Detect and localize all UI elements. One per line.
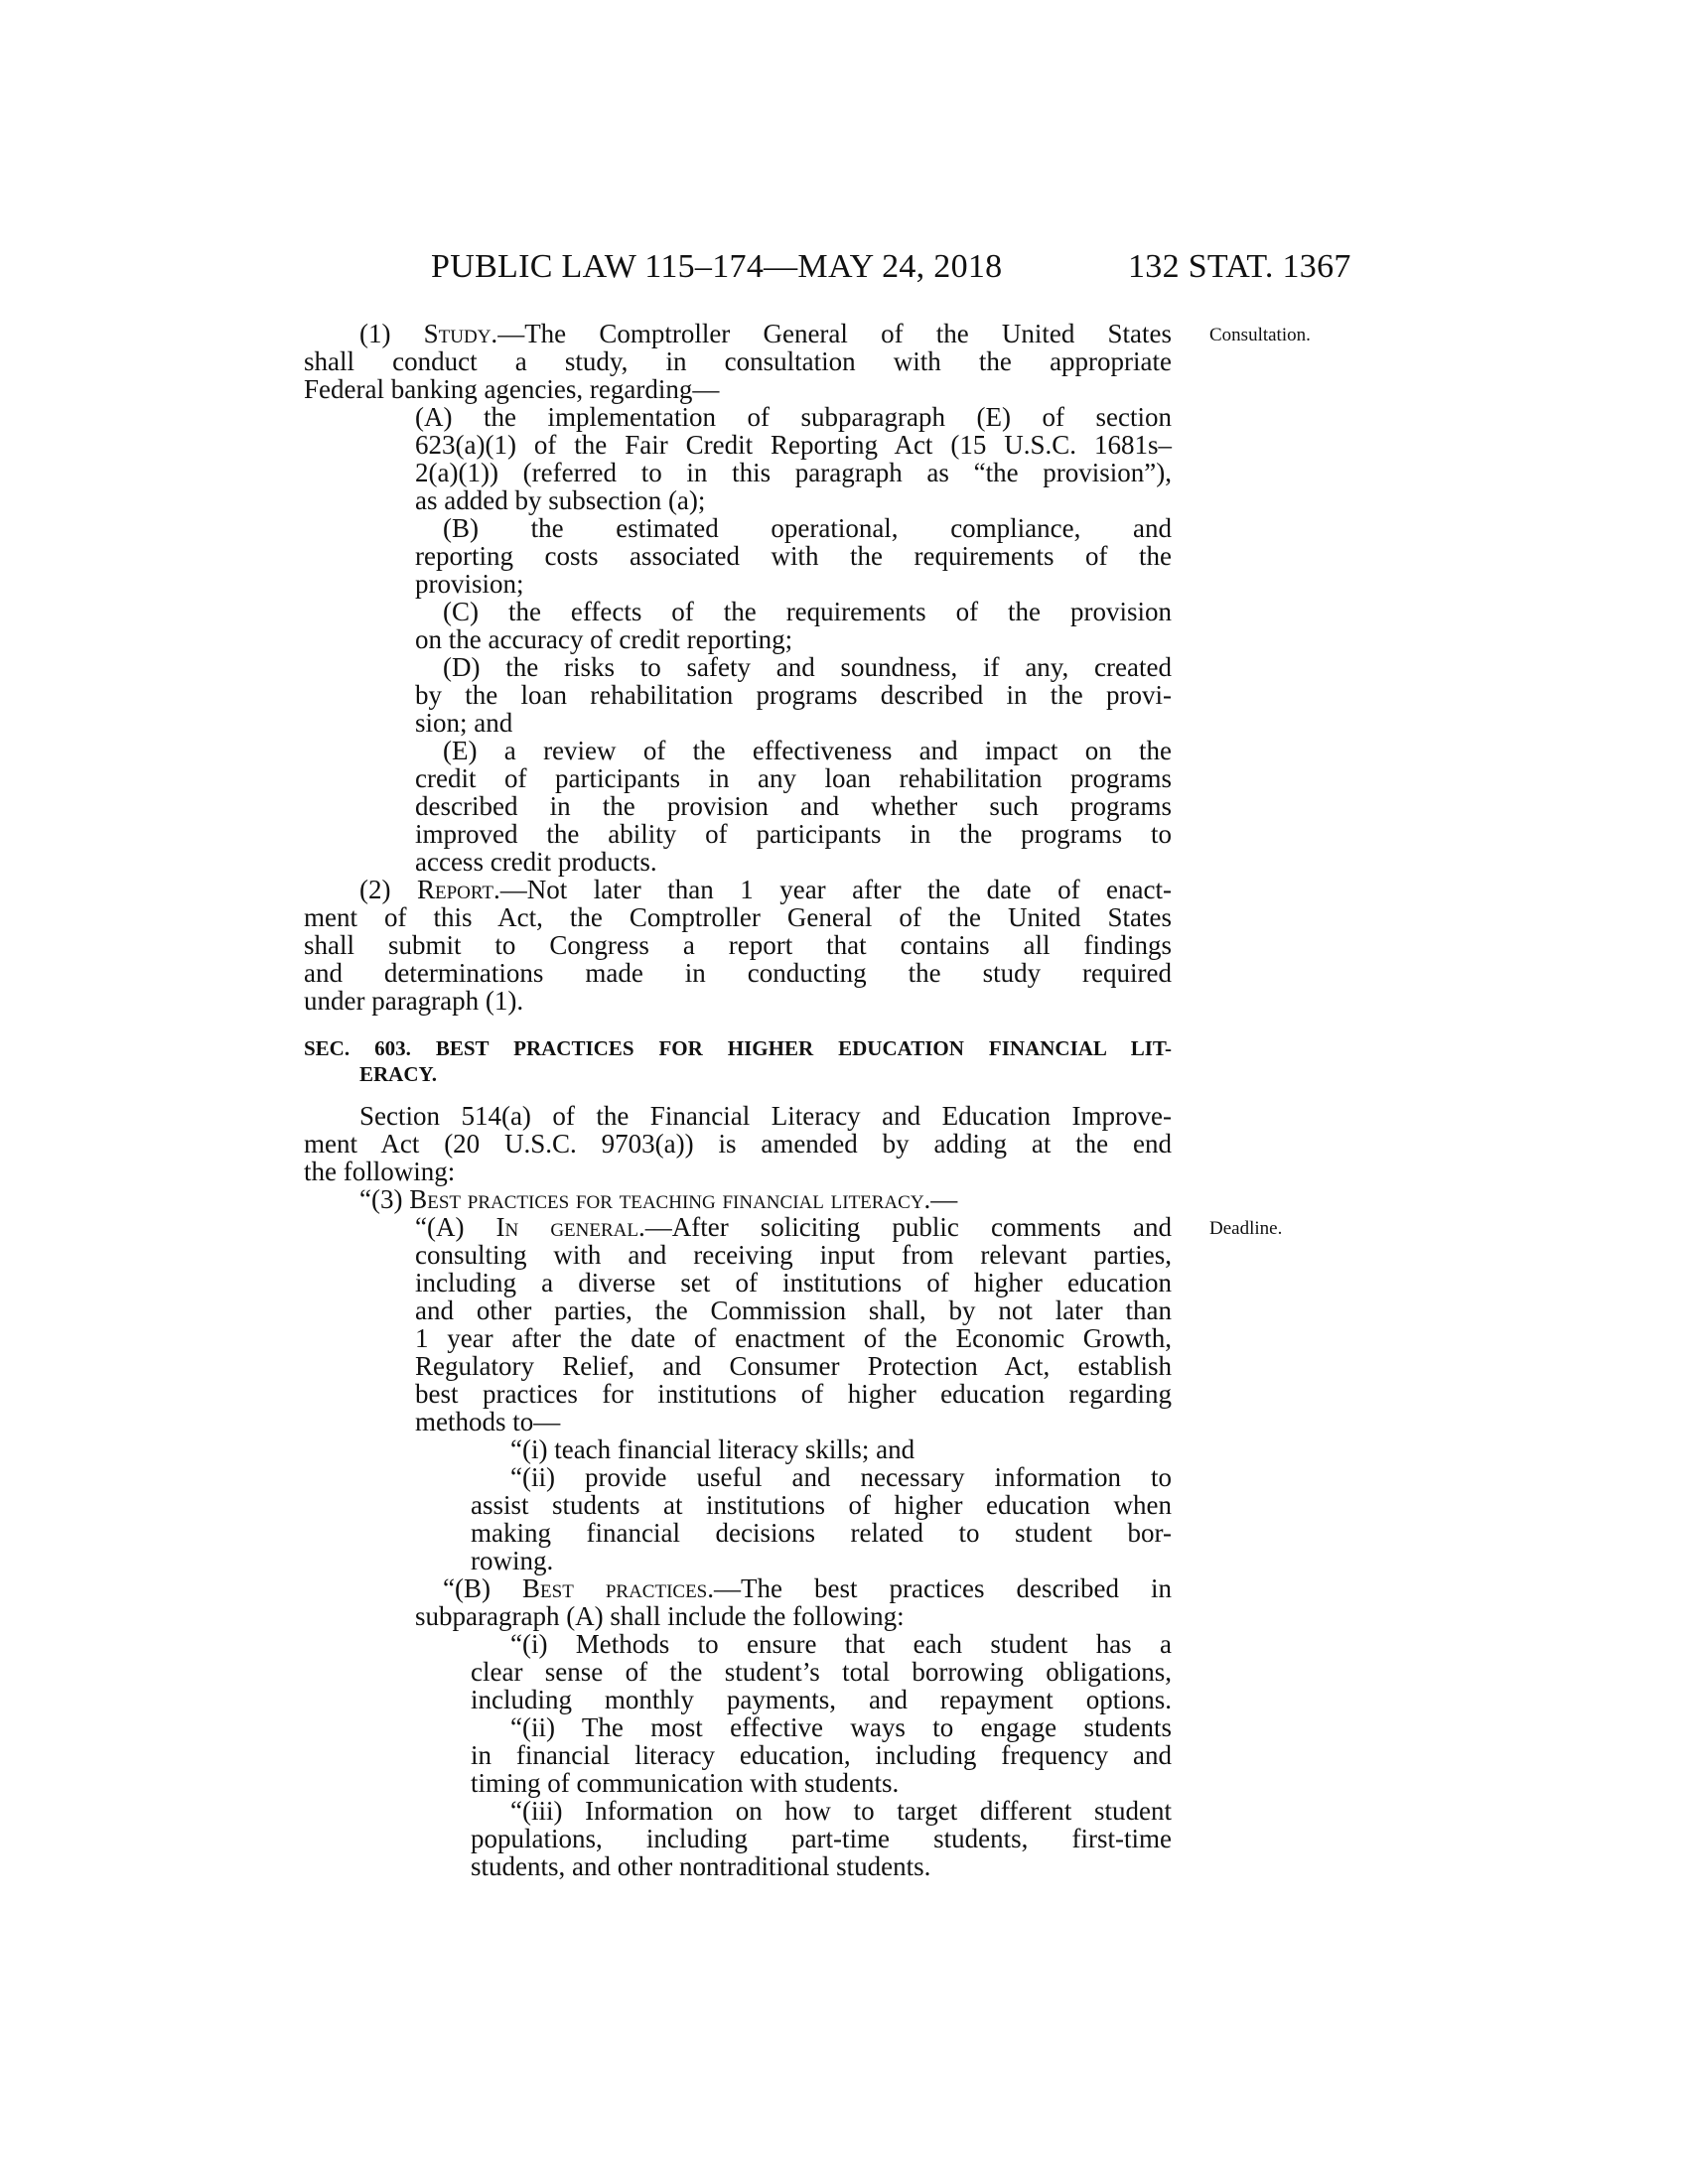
text-line: (D) the risks to safety and soundness, if any, created [443, 652, 1172, 682]
text-line: Regulatory Relief, and Consumer Protection Act, establish [415, 1351, 1172, 1381]
text-line: ment of this Act, the Comptroller General of the United States [304, 902, 1172, 932]
text-line: (1) Study.—The Comptroller General of the United States [359, 319, 1172, 348]
text-line: “(B) Best practices.—The best practices described in [443, 1573, 1172, 1603]
running-head-title: PUBLIC LAW 115–174—MAY 24, 2018 [431, 248, 1003, 285]
text-line: “(ii) The most effective ways to engage students [510, 1712, 1172, 1742]
margin-note-deadline: Deadline. [1209, 1218, 1283, 1239]
page-citation: 132 STAT. 1367 [1128, 248, 1351, 285]
text-line: “(3) Best practices for teaching financial literacy.— [359, 1184, 958, 1214]
text-line: including monthly payments, and repayment options. [471, 1685, 1172, 1714]
text-line: (C) the effects of the requirements of the provision [443, 597, 1172, 626]
text-line: shall conduct a study, in consultation with the appropriate [304, 346, 1172, 376]
text-line: “(i) Methods to ensure that each student has a [510, 1629, 1172, 1659]
subparagraph-heading: “(B) Best practices. [443, 1573, 714, 1603]
text-line: provision; [415, 569, 524, 599]
text-line: timing of communication with students. [471, 1768, 900, 1798]
text-line: the following: [304, 1157, 456, 1186]
section-heading-continued: ERACY. [359, 1062, 437, 1086]
text-line: subparagraph (A) shall include the following: [415, 1601, 905, 1631]
text-line: described in the provision and whether such programs [415, 791, 1172, 821]
text-line: sion; and [415, 708, 513, 738]
text-line: “(iii) Information on how to target different student [510, 1796, 1172, 1826]
text-line: consulting with and receiving input from relevant parties, [415, 1240, 1172, 1270]
text-line: populations, including part-time students, first-time [471, 1824, 1172, 1853]
text-line: making financial decisions related to student bor- [471, 1518, 1172, 1548]
text-line: Federal banking agencies, regarding— [304, 374, 720, 404]
text-line: access credit products. [415, 847, 657, 877]
text-line: including a diverse set of institutions of higher education [415, 1268, 1172, 1297]
text-line: best practices for institutions of higher education regarding [415, 1379, 1172, 1409]
text-line: credit of participants in any loan rehabilitation programs [415, 763, 1172, 793]
text-line: and determinations made in conducting the study required [304, 958, 1172, 988]
text-line: rowing. [471, 1546, 554, 1575]
text-line: reporting costs associated with the requirements of the [415, 541, 1172, 571]
subparagraph-heading: “(A) In general. [415, 1212, 645, 1242]
text-line: shall submit to Congress a report that contains all findings [304, 930, 1172, 960]
text-line: (B) the estimated operational, compliance, and [443, 513, 1172, 543]
text-line: under paragraph (1). [304, 986, 524, 1016]
text-line: on the accuracy of credit reporting; [415, 624, 793, 654]
text-line: methods to— [415, 1407, 561, 1436]
text-line: (E) a review of the effectiveness and impact on the [443, 736, 1172, 765]
section-heading: SEC. 603. BEST PRACTICES FOR HIGHER EDUCATION FINANCIAL LIT- [304, 1036, 1172, 1060]
paragraph-heading: (2) Report. [359, 875, 500, 904]
text-line: improved the ability of participants in the programs to [415, 819, 1172, 849]
text-line: and other parties, the Commission shall, by not later than [415, 1296, 1172, 1325]
text-line: “(A) In general.—After soliciting public comments and [415, 1212, 1172, 1242]
paragraph-heading: (1) Study. [359, 319, 498, 348]
text-line: by the loan rehabilitation programs described in the provi- [415, 680, 1172, 710]
text-line: 2(a)(1)) (referred to in this paragraph as “the provision”), [415, 458, 1172, 487]
text-line: “(ii) provide useful and necessary information to [510, 1462, 1172, 1492]
text-line: as added by subsection (a); [415, 485, 706, 515]
text-line: (2) Report.—Not later than 1 year after the date of enact- [359, 875, 1173, 904]
text-line: Section 514(a) of the Financial Literacy and Education Improve- [359, 1101, 1172, 1131]
text-line: clear sense of the student’s total borrowing obligations, [471, 1657, 1172, 1687]
text-line: 623(a)(1) of the Fair Credit Reporting Act (15 U.S.C. 1681s– [415, 430, 1172, 460]
margin-note-consultation: Consultation. [1209, 325, 1311, 345]
text-line: “(i) teach financial literacy skills; and [510, 1434, 915, 1464]
text-line: students, and other nontraditional students. [471, 1851, 931, 1881]
text-line: assist students at institutions of higher education when [471, 1490, 1172, 1520]
paragraph-heading: “(3) Best practices for teaching financial literacy. [359, 1184, 931, 1214]
text-line: 1 year after the date of enactment of the Economic Growth, [415, 1323, 1172, 1353]
text-line: in financial literacy education, including frequency and [471, 1740, 1172, 1770]
text-line: (A) the implementation of subparagraph (E) of section [415, 402, 1172, 432]
text-line: ment Act (20 U.S.C. 9703(a)) is amended by adding at the end [304, 1129, 1172, 1159]
